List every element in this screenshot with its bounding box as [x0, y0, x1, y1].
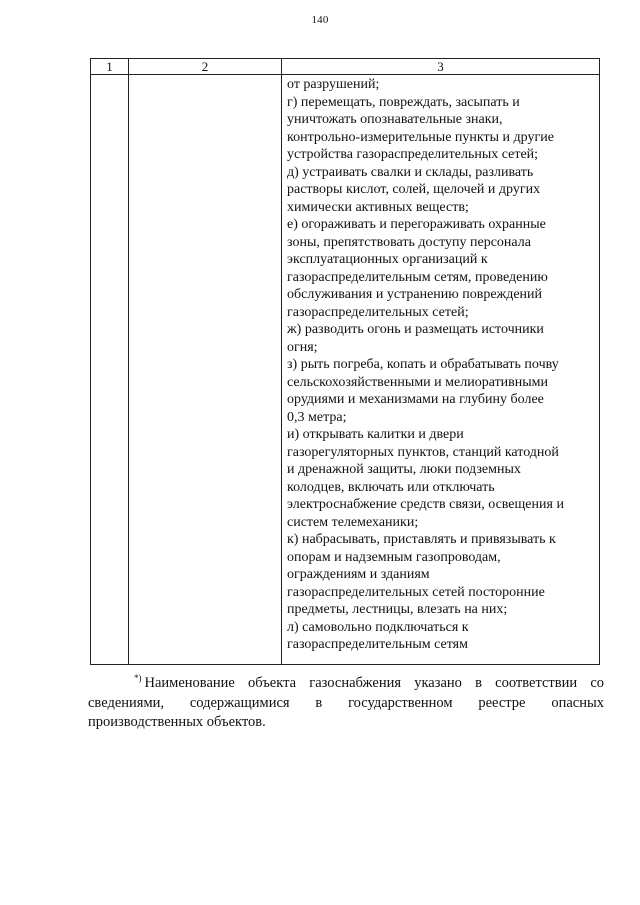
footnote-line-3: производственных объектов. [88, 714, 266, 730]
text-line: д) устраивать свалки и склады, разливать [287, 164, 534, 180]
table-cell-col2 [129, 75, 282, 665]
text-line: систем телемеханики; [287, 514, 419, 530]
footnote-word: государственном [348, 694, 453, 711]
text-line: е) огораживать и перегораживать охранные [287, 217, 546, 232]
footnote-word: в [475, 675, 482, 691]
table-cell-col1 [91, 75, 129, 665]
text-line: зоны, препятствовать доступу персонала [287, 234, 531, 250]
text-line: растворы кислот, солей, щелочей и других [287, 182, 541, 197]
footnote-word: содержащимися [189, 694, 290, 711]
footnote-word: реестре [478, 694, 526, 711]
footnote-word: со [590, 675, 604, 691]
text-line: орудиями и механизмами на глубину более [287, 392, 544, 407]
text-line: ограждениям и зданиям [287, 567, 430, 582]
text-line: з) рыть погреба, копать и обрабатывать почву [287, 357, 559, 372]
footnote-word: опасных [551, 694, 604, 711]
column-header-2: 2 [129, 59, 282, 75]
footnote-word: объекта [248, 675, 297, 691]
text-line: л) самовольно подключаться к [287, 619, 469, 635]
text-line: опорам и надземным газопроводам, [287, 549, 501, 565]
footnote-word: газоснабжения [309, 675, 402, 691]
regulation-table [90, 58, 600, 665]
prohibitions-text-cell [282, 75, 600, 665]
footnote-line-2 [88, 694, 604, 714]
footnote-line-1 [88, 674, 604, 694]
text-line: устройства газораспределительных сетей; [287, 147, 539, 162]
footnote-word: соответствии [495, 675, 578, 691]
text-line: газораспределительных сетей; [287, 304, 469, 320]
text-line: и) открывать калитки и двери [287, 427, 464, 442]
page-number: 140 [311, 14, 329, 26]
text-line: и дренажной защиты, люки подземных [287, 462, 521, 477]
footnote-word: Наименование [144, 675, 235, 691]
text-line: эксплуатационных организаций к [287, 252, 488, 267]
text-line: колодцев, включать или отключать [287, 479, 495, 495]
text-line: ж) разводить огонь и размещать источники [287, 322, 544, 337]
footnote-word: сведениями, [88, 694, 165, 711]
text-line: газорегуляторных пунктов, станций катодной [287, 444, 559, 460]
footnote-marker: *) [134, 673, 142, 684]
text-line: контрольно-измерительные пункты и другие [287, 129, 554, 145]
text-line: от разрушений; [287, 77, 380, 92]
text-line: огня; [287, 339, 318, 355]
text-line: газораспределительных сетей посторонние [287, 584, 545, 600]
footnote-word: указано [414, 675, 462, 691]
text-line: газораспределительным сетям [287, 637, 468, 652]
text-line: химически активных веществ; [287, 199, 469, 215]
text-line: сельскохозяйственными и мелиоративными [287, 374, 549, 390]
table-header-row [91, 59, 600, 75]
column-header-3: 3 [282, 59, 600, 75]
footnote [88, 674, 604, 733]
text-line: газораспределительным сетям, проведению [287, 269, 548, 285]
table-row [91, 75, 600, 665]
text-line: 0,3 метра; [287, 409, 347, 425]
footnote-word-group [134, 674, 235, 694]
text-line: уничтожать опознавательные знаки, [287, 112, 503, 127]
footnote-word: в [315, 694, 323, 711]
text-line: к) набрасывать, приставлять и привязывать к [287, 532, 556, 547]
column-header-1: 1 [91, 59, 129, 75]
text-line: предметы, лестницы, влезать на них; [287, 602, 508, 617]
text-line: г) перемещать, повреждать, засыпать и [287, 94, 520, 110]
text-line: электроснабжение средств связи, освещения и [287, 497, 564, 512]
text-line: обслуживания и устранению повреждений [287, 287, 543, 302]
